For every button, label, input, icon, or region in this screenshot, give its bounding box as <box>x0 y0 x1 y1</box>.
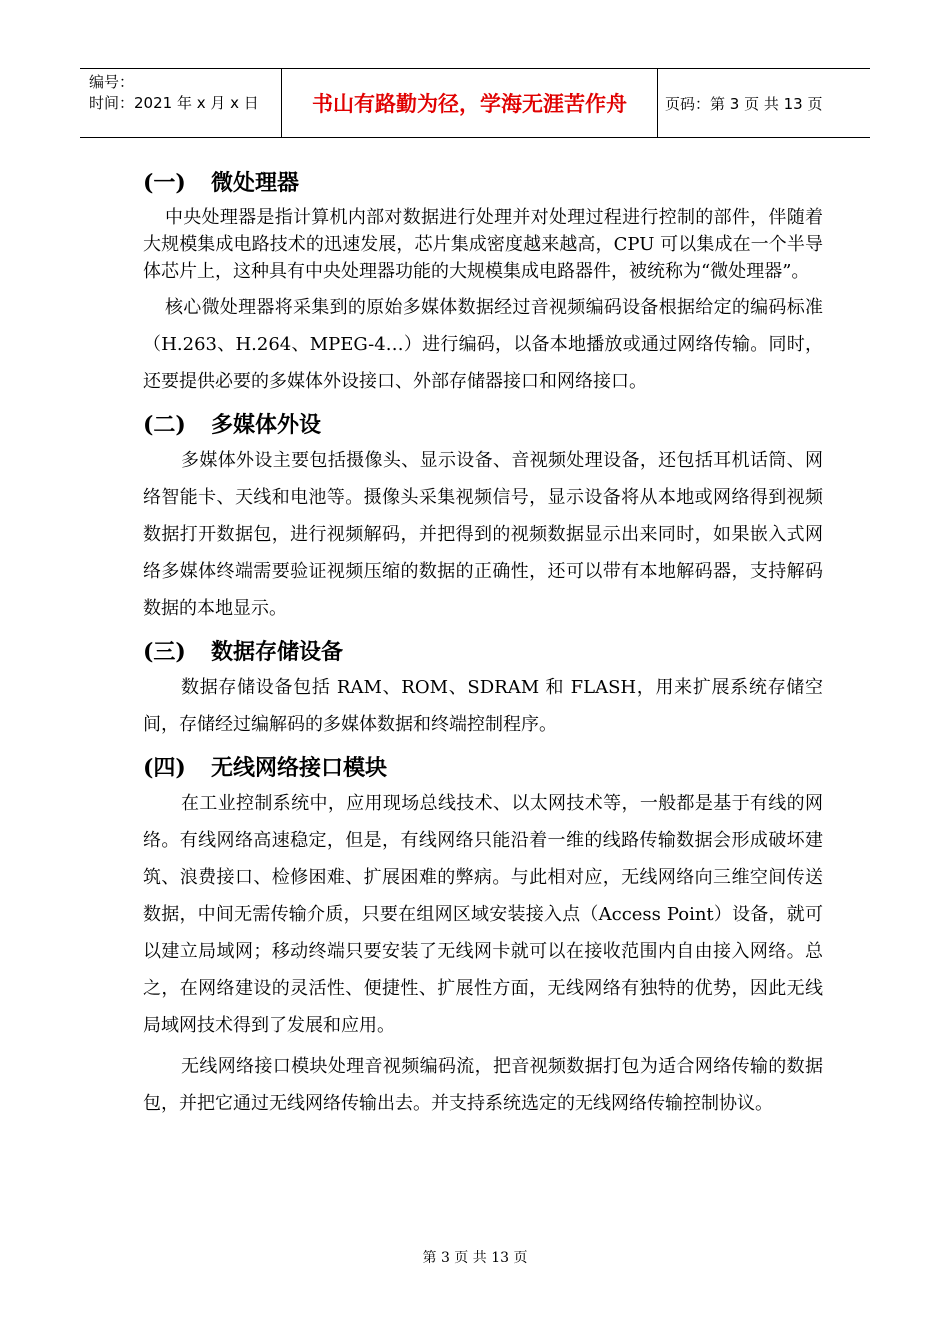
section-heading <box>143 166 823 200</box>
page-header <box>80 68 870 138</box>
section-title: 数据存储设备 <box>211 639 344 665</box>
section-1 <box>143 166 823 400</box>
section-heading <box>143 635 823 669</box>
paragraph: 在工业控制系统中，应用现场总线技术、以太网技术等，一般都是基于有线的网络。有线网络高速稳定，但是，有线网络只能沿着一维的线路传输数据会形成破坏建筑、浪费接口、检修困难、扩展困难的弊病。与此相对应，无线网络向三维空间传送数据，中间无需传输介质，只要在组网区域安装接入点（Access Point）设备，就可以建立局域网；移动终端只要安装了无线网卡就可以在接收范围内自由接入网络。总之，在网络建设的灵活性、便捷性、扩展性方面，无线网络有独特的优势，因此无线局域网技术得到了发展和应用。 <box>143 793 823 1036</box>
header-motto: 书山有路勤为径，学海无涯苦作舟 <box>281 69 658 137</box>
section-heading <box>143 408 823 442</box>
paragraph: 多媒体外设主要包括摄像头、显示设备、音视频处理设备，还包括耳机话筒、网络智能卡、天线和电池等。摄像头采集视频信号，显示设备将从本地或网络得到视频数据打开数据包，进行视频解码，并把得到的视频数据显示出来同时，如果嵌入式网络多媒体终端需要验证视频压缩的数据的正确性，还可以带有本地解码器，支持解码数据的本地显示。 <box>143 450 823 619</box>
paragraph: 中央处理器是指计算机内部对数据进行处理并对处理过程进行控制的部件，伴随着大规模集成电路技术的迅速发展，芯片集成密度越来越高，CPU 可以集成在一个半导体芯片上，这种具有中央处理器功能的大规模集成电路器件，被统称为“微处理器”。 <box>143 207 823 282</box>
document-body <box>143 166 823 1122</box>
section-heading <box>143 751 823 785</box>
paragraph: 无线网络接口模块处理音视频编码流，把音视频数据打包为适合网络传输的数据包，并把它通过无线网络传输出去。并支持系统选定的无线网络传输控制协议。 <box>143 1056 823 1114</box>
section-number: (三) <box>143 639 186 665</box>
section-title: 无线网络接口模块 <box>211 755 388 781</box>
section-number: (一) <box>143 170 186 196</box>
section-title: 多媒体外设 <box>211 412 322 438</box>
number-label: 编号： <box>89 73 135 91</box>
header-meta <box>89 72 279 114</box>
section-2 <box>143 408 823 627</box>
section-4 <box>143 751 823 1122</box>
section-number: (四) <box>143 755 186 781</box>
section-number: (二) <box>143 412 186 438</box>
date-line: 时间：2021 年 x 月 x 日 <box>89 94 259 112</box>
section-title: 微处理器 <box>211 170 300 196</box>
header-page-info: 页码：第 3 页 共 13 页 <box>665 94 823 113</box>
paragraph: 数据存储设备包括 RAM、ROM、SDRAM 和 FLASH，用来扩展系统存储空间，存储经过编解码的多媒体数据和终端控制程序。 <box>143 677 823 735</box>
page-footer: 第 3 页 共 13 页 <box>422 1250 528 1266</box>
section-3 <box>143 635 823 743</box>
paragraph: 核心微处理器将采集到的原始多媒体数据经过音视频编码设备根据给定的编码标准（H.263、H.264、MPEG-4…）进行编码，以备本地播放或通过网络传输。同时，还要提供必要的多媒体外设接口、外部存储器接口和网络接口。 <box>143 297 823 392</box>
